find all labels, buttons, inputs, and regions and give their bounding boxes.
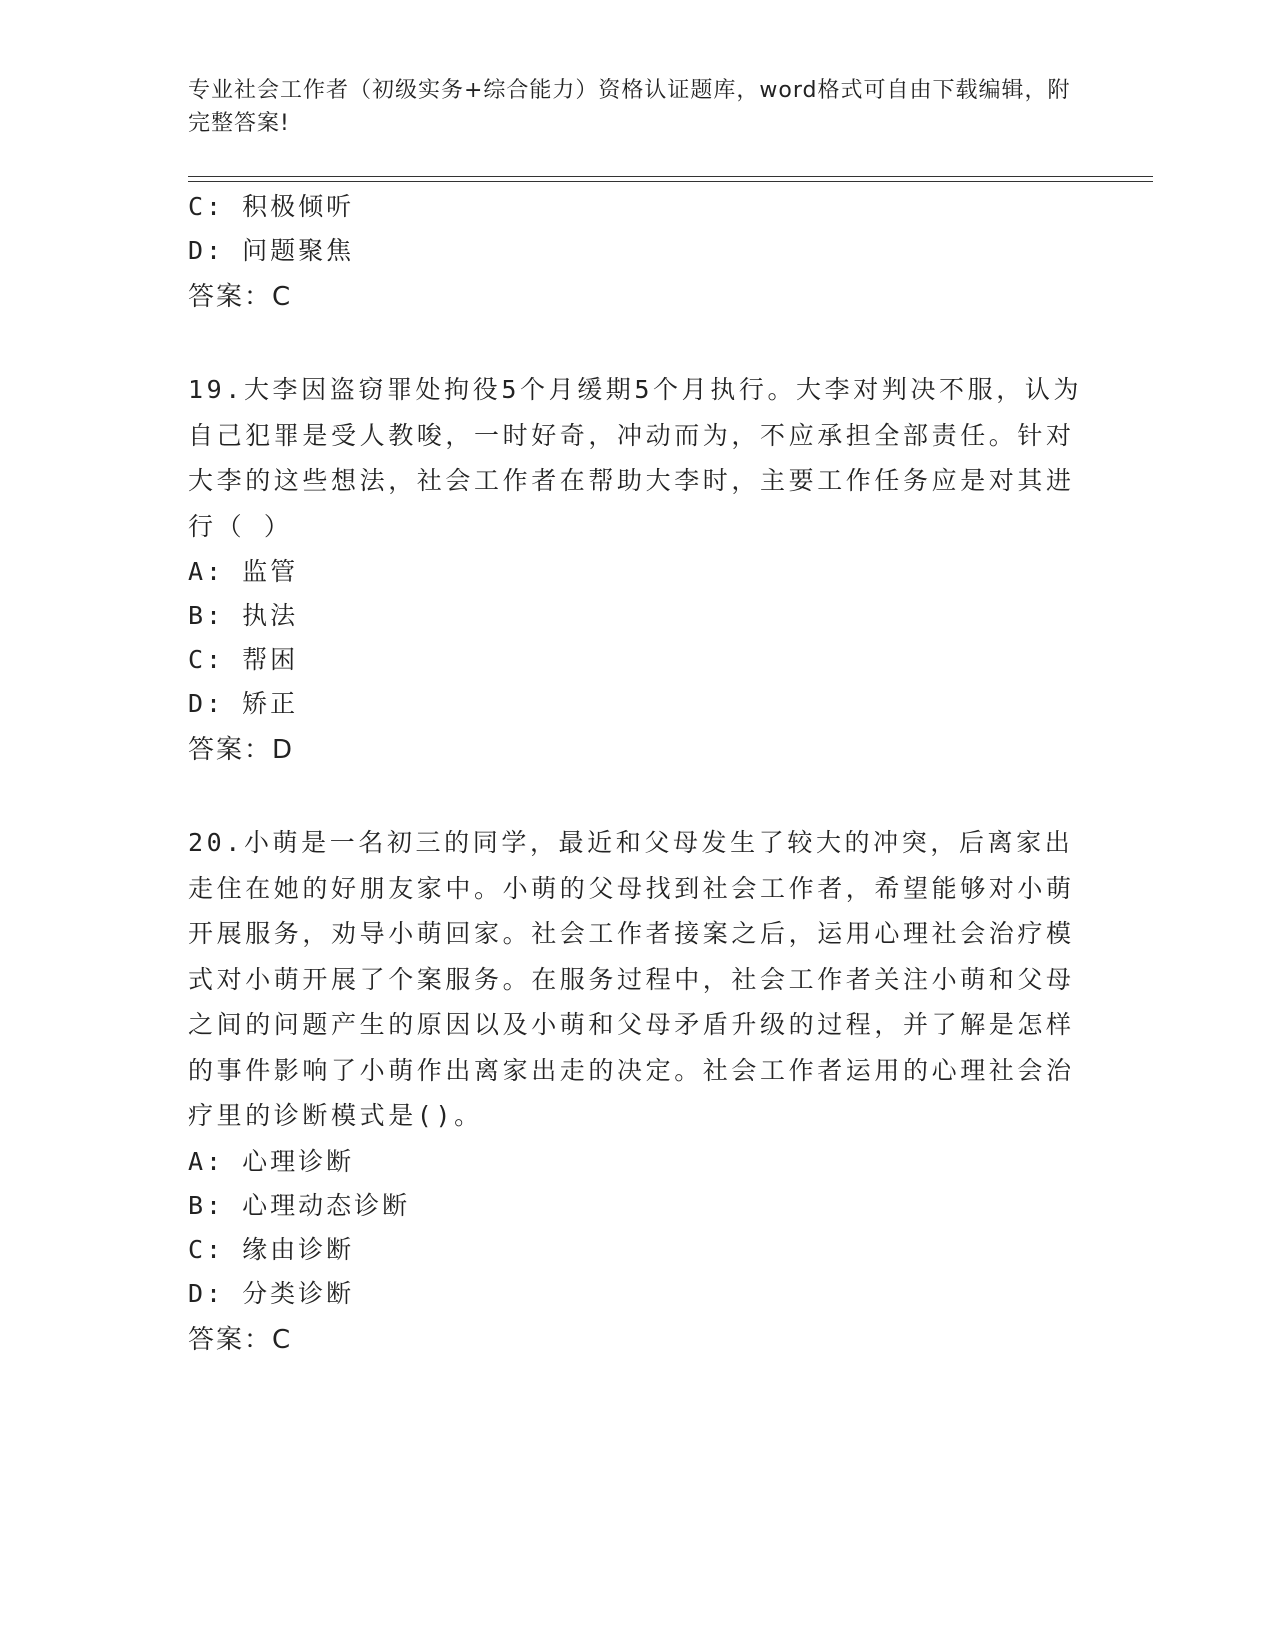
option-text: 心理动态诊断 bbox=[242, 1191, 411, 1220]
option-text: 监管 bbox=[242, 557, 299, 586]
question-19-option-c bbox=[188, 645, 298, 675]
question-19-option-a bbox=[188, 557, 298, 587]
question-20-option-d bbox=[188, 1279, 354, 1309]
question-20-answer: 答案：C bbox=[188, 1325, 293, 1355]
option-label: D: bbox=[188, 689, 225, 718]
option-text: 心理诊断 bbox=[242, 1147, 355, 1176]
option-label: D: bbox=[188, 1279, 225, 1308]
option-label: A: bbox=[188, 557, 225, 586]
option-label: B: bbox=[188, 1191, 225, 1220]
question-19-answer: 答案：D bbox=[188, 735, 295, 765]
option-label: C: bbox=[188, 645, 225, 674]
option-label: C: bbox=[188, 1235, 225, 1264]
question-20-text: 20.小萌是一名初三的同学，最近和父母发生了较大的冲突，后离家出走住在她的好朋友家中。小萌的父母找到社会工作者，希望能够对小萌开展服务，劝导小萌回家。社会工作者接案之后，运用心理社会治疗模式对小萌开展了个案服务。在服务过程中，社会工作者关注小萌和父母之间的问题产生的原因以及小萌和父母矛盾升级的过程，并了解是怎样的事件影响了小萌作出离家出走的决定。社会工作者运用的心理社会治疗里的诊断模式是()。 bbox=[188, 828, 1075, 1130]
option-text: 分类诊断 bbox=[242, 1279, 355, 1308]
option-label: B: bbox=[188, 601, 225, 630]
question-20-option-b bbox=[188, 1191, 410, 1221]
option-text: 帮困 bbox=[242, 645, 299, 674]
option-label: C: bbox=[188, 192, 225, 221]
option-label: A: bbox=[188, 1147, 225, 1176]
option-d bbox=[188, 236, 354, 266]
document-header: 专业社会工作者（初级实务+综合能力）资格认证题库，word格式可自由下载编辑，附完整答案! bbox=[188, 78, 1071, 136]
question-19-option-b bbox=[188, 601, 298, 631]
question-20-option-c bbox=[188, 1235, 354, 1265]
answer-line: 答案：C bbox=[188, 282, 293, 312]
option-label: D: bbox=[188, 236, 225, 265]
option-text: 积极倾听 bbox=[242, 192, 355, 221]
option-text: 缘由诊断 bbox=[242, 1235, 355, 1264]
header-divider-bottom bbox=[188, 181, 1153, 182]
option-c bbox=[188, 192, 354, 222]
question-20-option-a bbox=[188, 1147, 354, 1177]
option-text: 问题聚焦 bbox=[242, 236, 355, 265]
question-19-text: 19.大李因盗窃罪处拘役5个月缓期5个月执行。大李对判决不服，认为自己犯罪是受人教唆，一时好奇，冲动而为，不应承担全部责任。针对大李的这些想法，社会工作者在帮助大李时，主要工作任务应是对其进行（ ） bbox=[188, 375, 1083, 541]
option-text: 矫正 bbox=[242, 689, 299, 718]
question-19-option-d bbox=[188, 689, 298, 719]
option-text: 执法 bbox=[242, 601, 299, 630]
header-divider-top bbox=[188, 176, 1153, 177]
